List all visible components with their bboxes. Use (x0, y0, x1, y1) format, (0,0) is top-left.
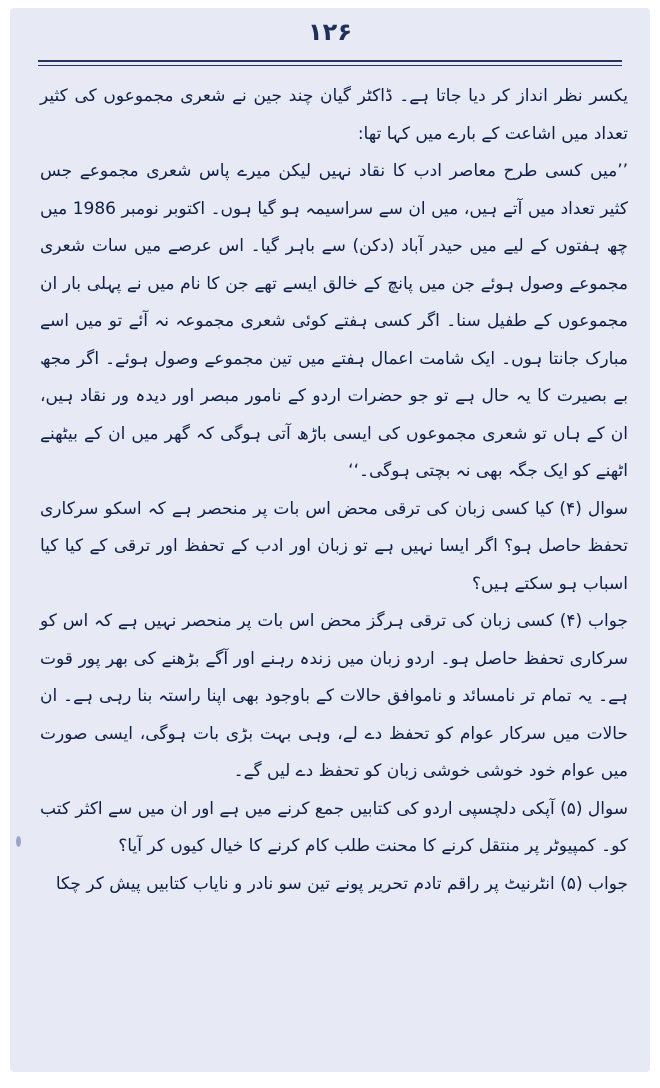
paragraph-quote: ’’میں کسی طرح معاصر ادب کا نقاد نہیں لیکن میرے پاس شعری مجموعے جس کثیر تعداد میں آتے ہیں، میں ان سے سراسیمہ ہو گیا ہوں۔ اکتوبر نومبر 1986 میں چھ ہفتوں کے لیے میں حیدر آباد (دکن) سے باہر گیا۔ اس عرصے میں سات شعری مجموعے وصول ہوئے جن میں پانچ کے خالق ایسے تھے جن کا نام میں نے پہلی بار ان مجموعوں کے طفیل سنا۔ اگر کسی ہفتے کوئی شعری مجموعہ نہ آئے تو میں اسے مبارک جانتا ہوں۔ ایک شامت اعمال ہفتے میں تین مجموعے وصول ہوئے۔ اگر مجھ بے بصیرت کا یہ حال ہے تو جو حضرات اردو کے نامور مبصر اور دیدہ ور نقاد ہیں، ان کے ہاں تو شعری مجموعوں کی ایسی باڑھ آتی ہوگی کہ گھر میں ان کے بیٹھنے اٹھنے کو ایک جگہ بھی نہ بچتی ہوگی۔‘‘ (40, 161, 628, 481)
header-rule-thin (38, 65, 622, 66)
body-text (40, 78, 628, 903)
paragraph-answer-5: جواب (۵) انٹرنیٹ پر راقم تادم تحریر پونے تین سو نادر و نایاب کتابیں پیش کر چکا (55, 873, 628, 894)
book-page (10, 8, 650, 1072)
paragraph-intro: یکسر نظر انداز کر دیا جاتا ہے۔ ڈاکٹر گیان چند جین نے شعری مجموعوں کی کثیر تعداد میں اشاعت کے بارے میں کہا تھا: (40, 86, 628, 144)
scan-speck (16, 836, 21, 847)
paragraph-question-4: سوال (۴) کیا کسی زبان کی ترقی محض اس بات پر منحصر ہے کہ اسکو سرکاری تحفظ حاصل ہو؟ اگر ایسا نہیں ہے تو زبان اور ادب کے تحفظ اور ترقی کے کیا کیا اسباب ہو سکتے ہیں؟ (40, 498, 628, 594)
header-rule (38, 60, 622, 62)
paragraph-question-5: سوال (۵) آپکی دلچسپی اردو کی کتابیں جمع کرنے میں ہے اور ان میں سے اکثر کتب کو۔ کمپیوٹر پر منتقل کرنے کا محنت طلب کام کرنے کا خیال کیوں کر آیا؟ (40, 798, 628, 856)
paragraph-answer-4: جواب (۴) کسی زبان کی ترقی ہرگز محض اس بات پر منحصر نہیں ہے کہ اس کو سرکاری تحفظ حاصل ہو۔ اردو زبان میں زندہ رہنے اور آگے بڑھنے کی بھر پور قوت ہے۔ یہ تمام تر نامسائد و ناموافق حالات کے باوجود بھی اپنا راستہ بنا رہی ہے۔ ان حالات میں سرکار عوام کو تحفظ دے لے، وہی بہت بڑی بات ہوگی، ایسی صورت میں عوام خود خوشی خوشی زبان کو تحفظ دے لیں گے۔ (40, 611, 628, 781)
page-number: ۱۲۶ (308, 18, 352, 46)
